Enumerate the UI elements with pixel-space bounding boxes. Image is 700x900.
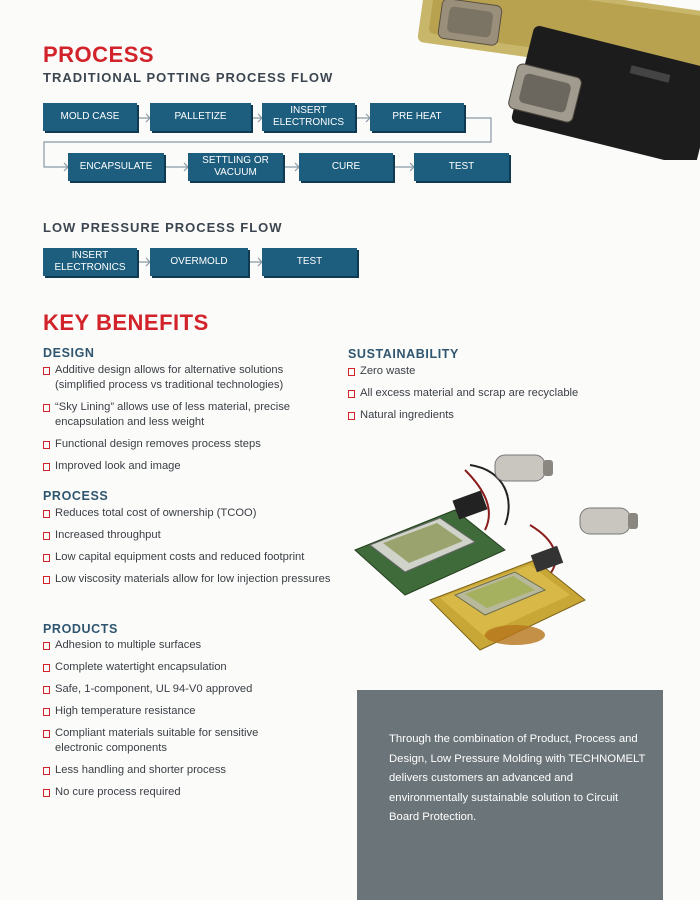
products-list	[43, 638, 303, 807]
process-benefits-title: PROCESS	[43, 489, 109, 503]
list-item: Improved look and image	[43, 459, 313, 474]
flow-step-palletize: PALLETIZE	[150, 103, 251, 131]
list-item: No cure process required	[43, 785, 303, 800]
list-item: Safe, 1-component, UL 94-V0 approved	[43, 682, 303, 697]
key-benefits-heading: KEY BENEFITS	[43, 310, 209, 335]
design-title: DESIGN	[43, 346, 95, 360]
flow-step-settling: SETTLING OR VACUUM	[188, 153, 283, 181]
lp-step-insert-electronics: INSERT ELECTRONICS	[43, 248, 137, 276]
design-list	[43, 363, 313, 481]
low-pressure-flow-title: LOW PRESSURE PROCESS FLOW	[43, 220, 283, 235]
traditional-flow-title: TRADITIONAL POTTING PROCESS FLOW	[43, 70, 334, 85]
list-item: Functional design removes process steps	[43, 437, 313, 452]
sustainability-list	[348, 364, 648, 430]
lp-step-test: TEST	[262, 248, 357, 276]
callout-text: Through the combination of Product, Process and Design, Low Pressure Molding with TECHNOMELT delivers customers an advanced and environmentally sustainable solution to Circuit Board Protection.	[389, 733, 646, 823]
list-item: Low capital equipment costs and reduced footprint	[43, 550, 333, 565]
list-item: All excess material and scrap are recyclable	[348, 386, 648, 401]
summary-callout	[357, 690, 663, 900]
flow-step-mold-case: MOLD CASE	[43, 103, 137, 131]
list-item: Increased throughput	[43, 528, 333, 543]
circuit-board-photo	[345, 450, 645, 670]
list-item: “Sky Lining” allows use of less material, precise encapsulation and less weight	[43, 400, 313, 430]
process-benefits-list	[43, 506, 333, 594]
list-item: Compliant materials suitable for sensitive electronic components	[43, 726, 303, 756]
list-item: Zero waste	[348, 364, 648, 379]
list-item: Natural ingredients	[348, 408, 648, 423]
flow-step-cure: CURE	[299, 153, 393, 181]
list-item: Reduces total cost of ownership (TCOO)	[43, 506, 333, 521]
list-item: Adhesion to multiple surfaces	[43, 638, 303, 653]
process-heading: PROCESS	[43, 42, 155, 67]
list-item: Less handling and shorter process	[43, 763, 303, 778]
flow-step-pre-heat: PRE HEAT	[370, 103, 464, 131]
list-item: Complete watertight encapsulation	[43, 660, 303, 675]
flow-step-insert-electronics: INSERT ELECTRONICS	[262, 103, 355, 131]
lp-step-overmold: OVERMOLD	[150, 248, 248, 276]
flow-step-test: TEST	[414, 153, 509, 181]
list-item: Low viscosity materials allow for low injection pressures	[43, 572, 333, 587]
list-item: High temperature resistance	[43, 704, 303, 719]
list-item: Additive design allows for alternative solutions (simplified process vs traditional technologies)	[43, 363, 313, 393]
products-title: PRODUCTS	[43, 622, 118, 636]
sustainability-title: SUSTAINABILITY	[348, 347, 459, 361]
flow-step-encapsulate: ENCAPSULATE	[68, 153, 164, 181]
